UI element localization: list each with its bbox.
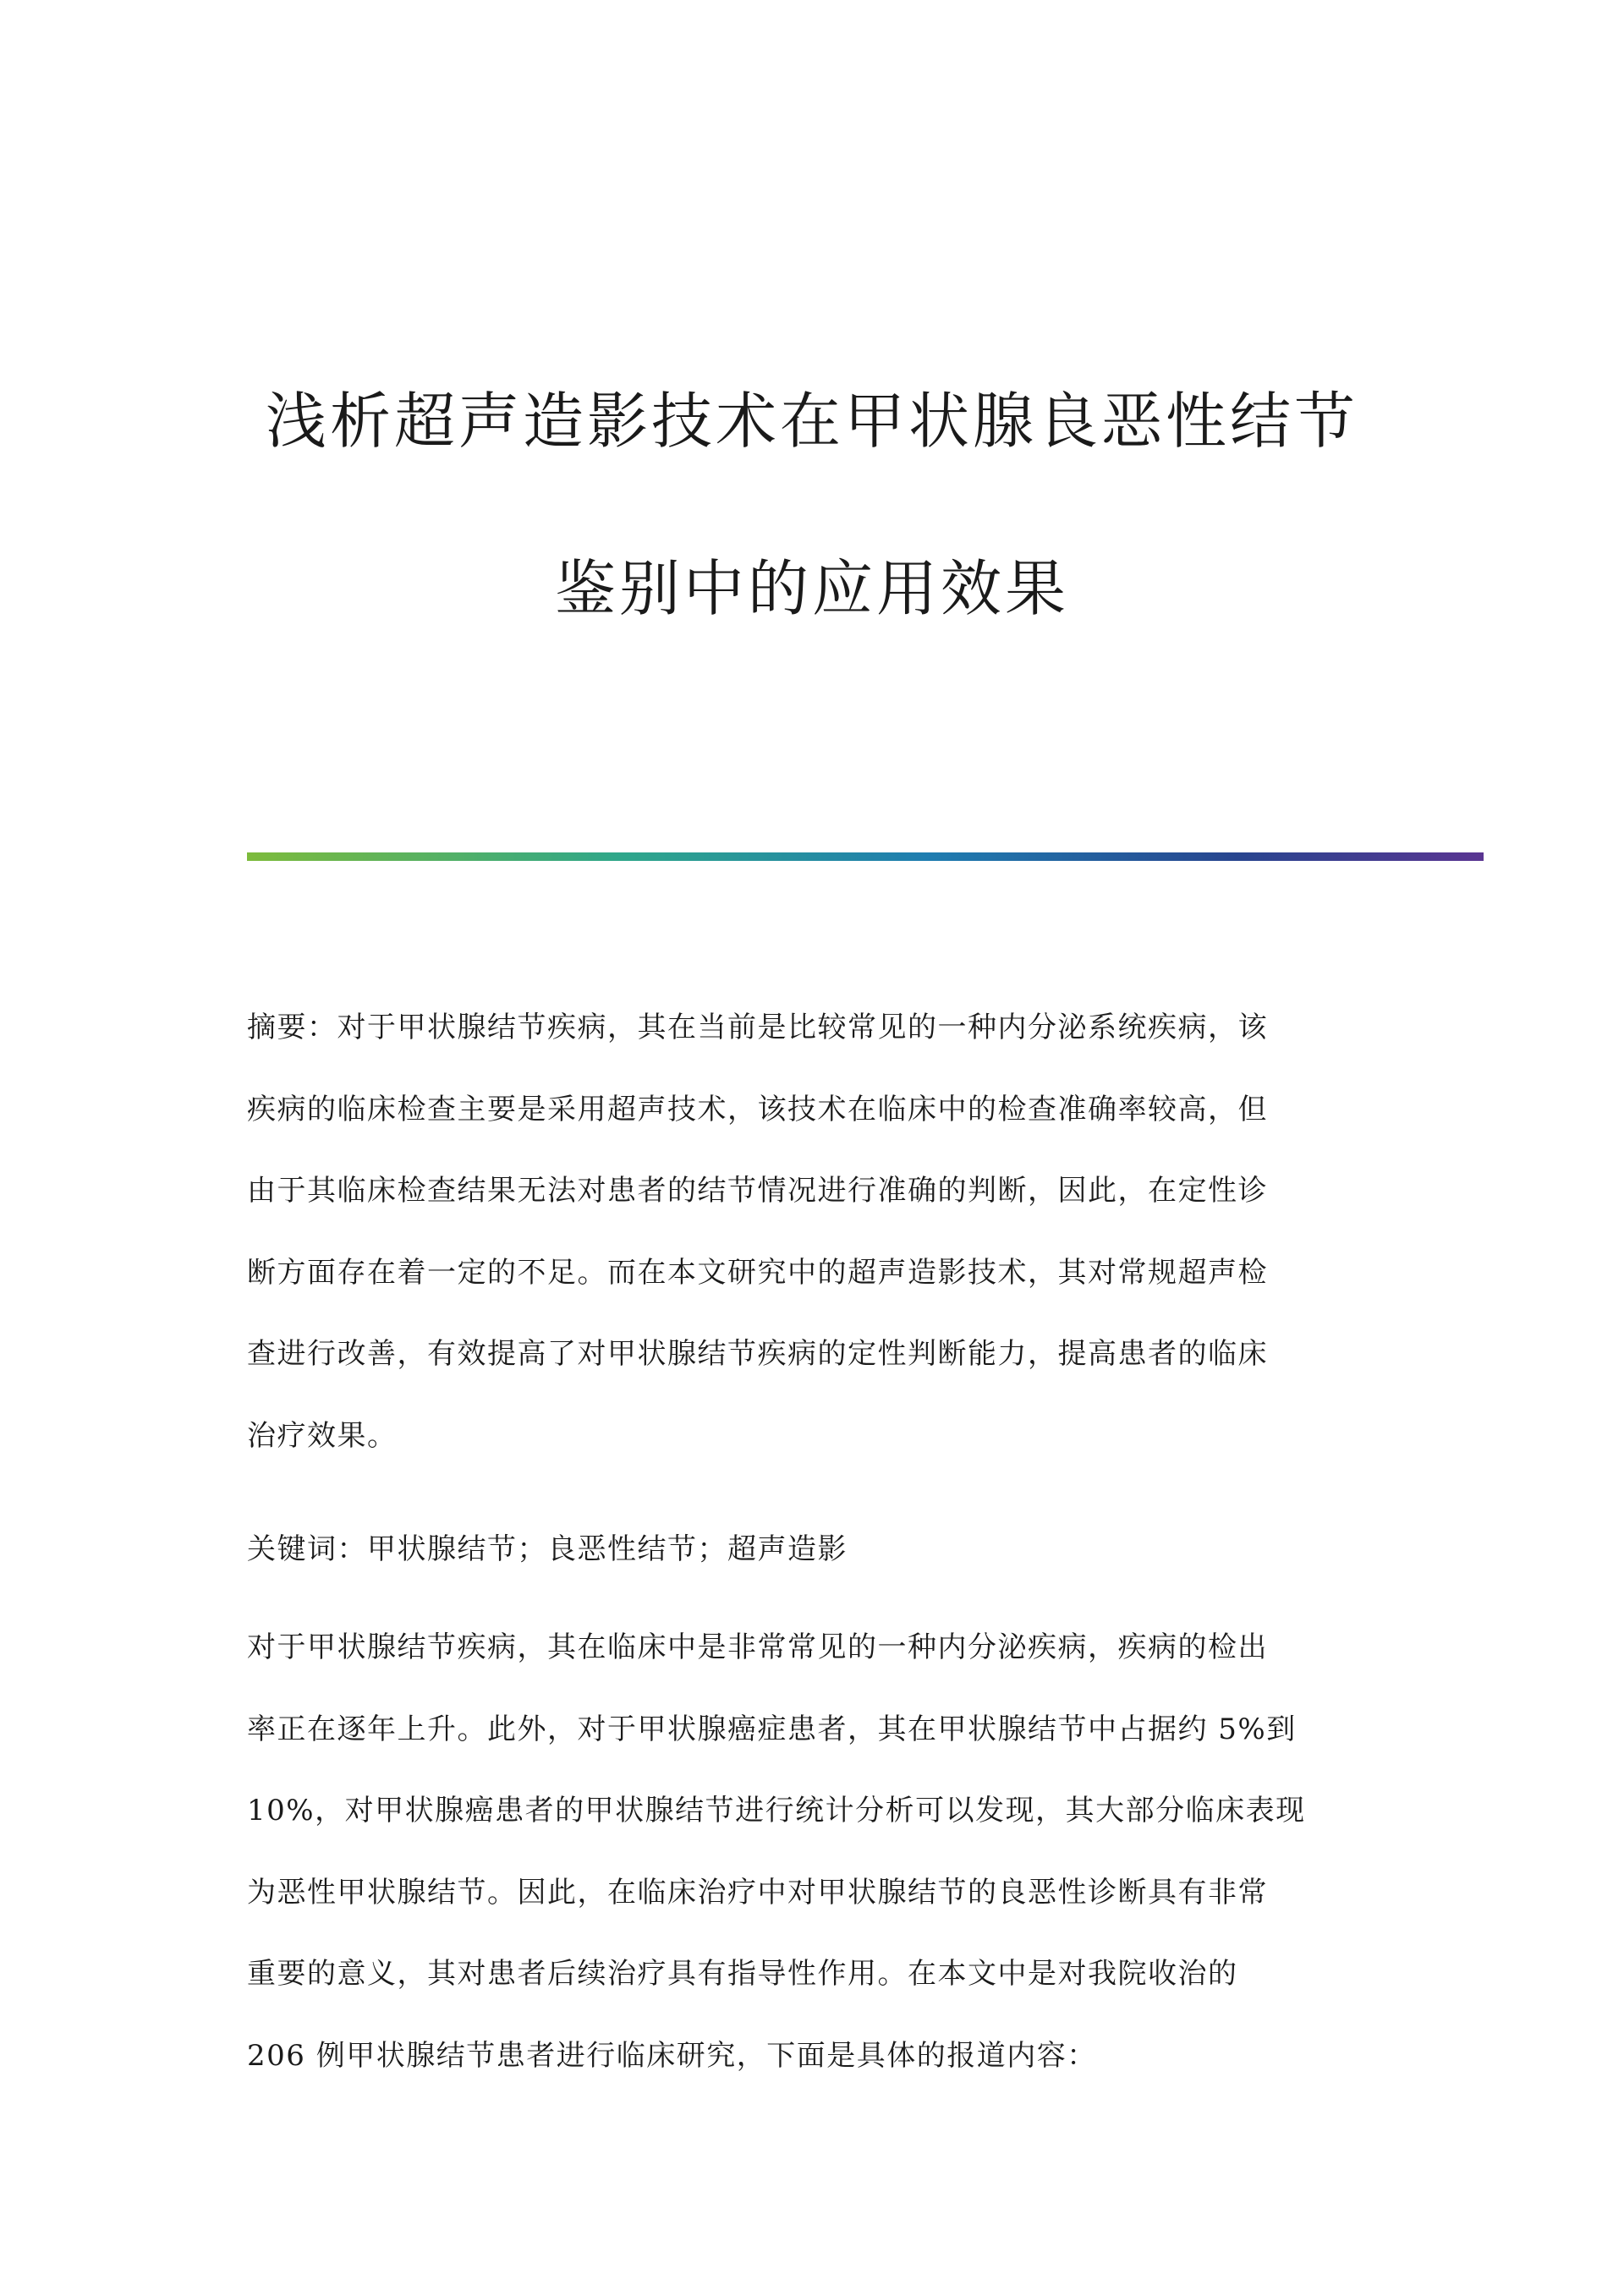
gradient-divider — [247, 852, 1484, 861]
intro-paragraph — [247, 1607, 1374, 2096]
title-line-2: 鉴别中的应用效果 — [554, 553, 1069, 624]
abstract-line: 查进行改善，有效提高了对甲状腺结节疾病的定性判断能力，提高患者的临床 — [247, 1337, 1268, 1371]
abstract-line: 由于其临床检查结果无法对患者的结节情况进行准确的判断，因此，在定性诊 — [247, 1174, 1268, 1208]
abstract-line: 摘要：对于甲状腺结节疾病，其在当前是比较常见的一种内分泌系统疾病，该 — [247, 1011, 1268, 1044]
intro-line: 为恶性甲状腺结节。因此，在临床治疗中对甲状腺结节的良恶性诊断具有非常 — [247, 1875, 1268, 1910]
abstract-line: 疾病的临床检查主要是采用超声技术，该技术在临床中的检查准确率较高，但 — [247, 1092, 1268, 1126]
intro-line: 对于甲状腺结节疾病，其在临床中是非常常见的一种内分泌疾病，疾病的检出 — [247, 1630, 1268, 1664]
abstract-line: 治疗效果。 — [247, 1418, 398, 1453]
title-line-1: 浅析超声造影技术在甲状腺良恶性结节 — [265, 386, 1358, 457]
intro-line: 重要的意义，其对患者后续治疗具有指导性作用。在本文中是对我院收治的 — [247, 1957, 1238, 1991]
intro-line: 206 例甲状腺结节患者进行临床研究，下面是具体的报道内容： — [247, 2038, 1097, 2073]
abstract-line: 断方面存在着一定的不足。而在本文研究中的超声造影技术，其对常规超声检 — [247, 1255, 1268, 1290]
keywords-line: 关键词：甲状腺结节；良恶性结节；超声造影 — [247, 1532, 848, 1566]
intro-line: 率正在逐年上升。此外，对于甲状腺癌症患者，其在甲状腺结节中占据约 5%到 — [247, 1712, 1297, 1746]
intro-line: 10%，对甲状腺癌患者的甲状腺结节进行统计分析可以发现，其大部分临床表现 — [247, 1794, 1306, 1827]
abstract-paragraph — [247, 987, 1374, 1477]
